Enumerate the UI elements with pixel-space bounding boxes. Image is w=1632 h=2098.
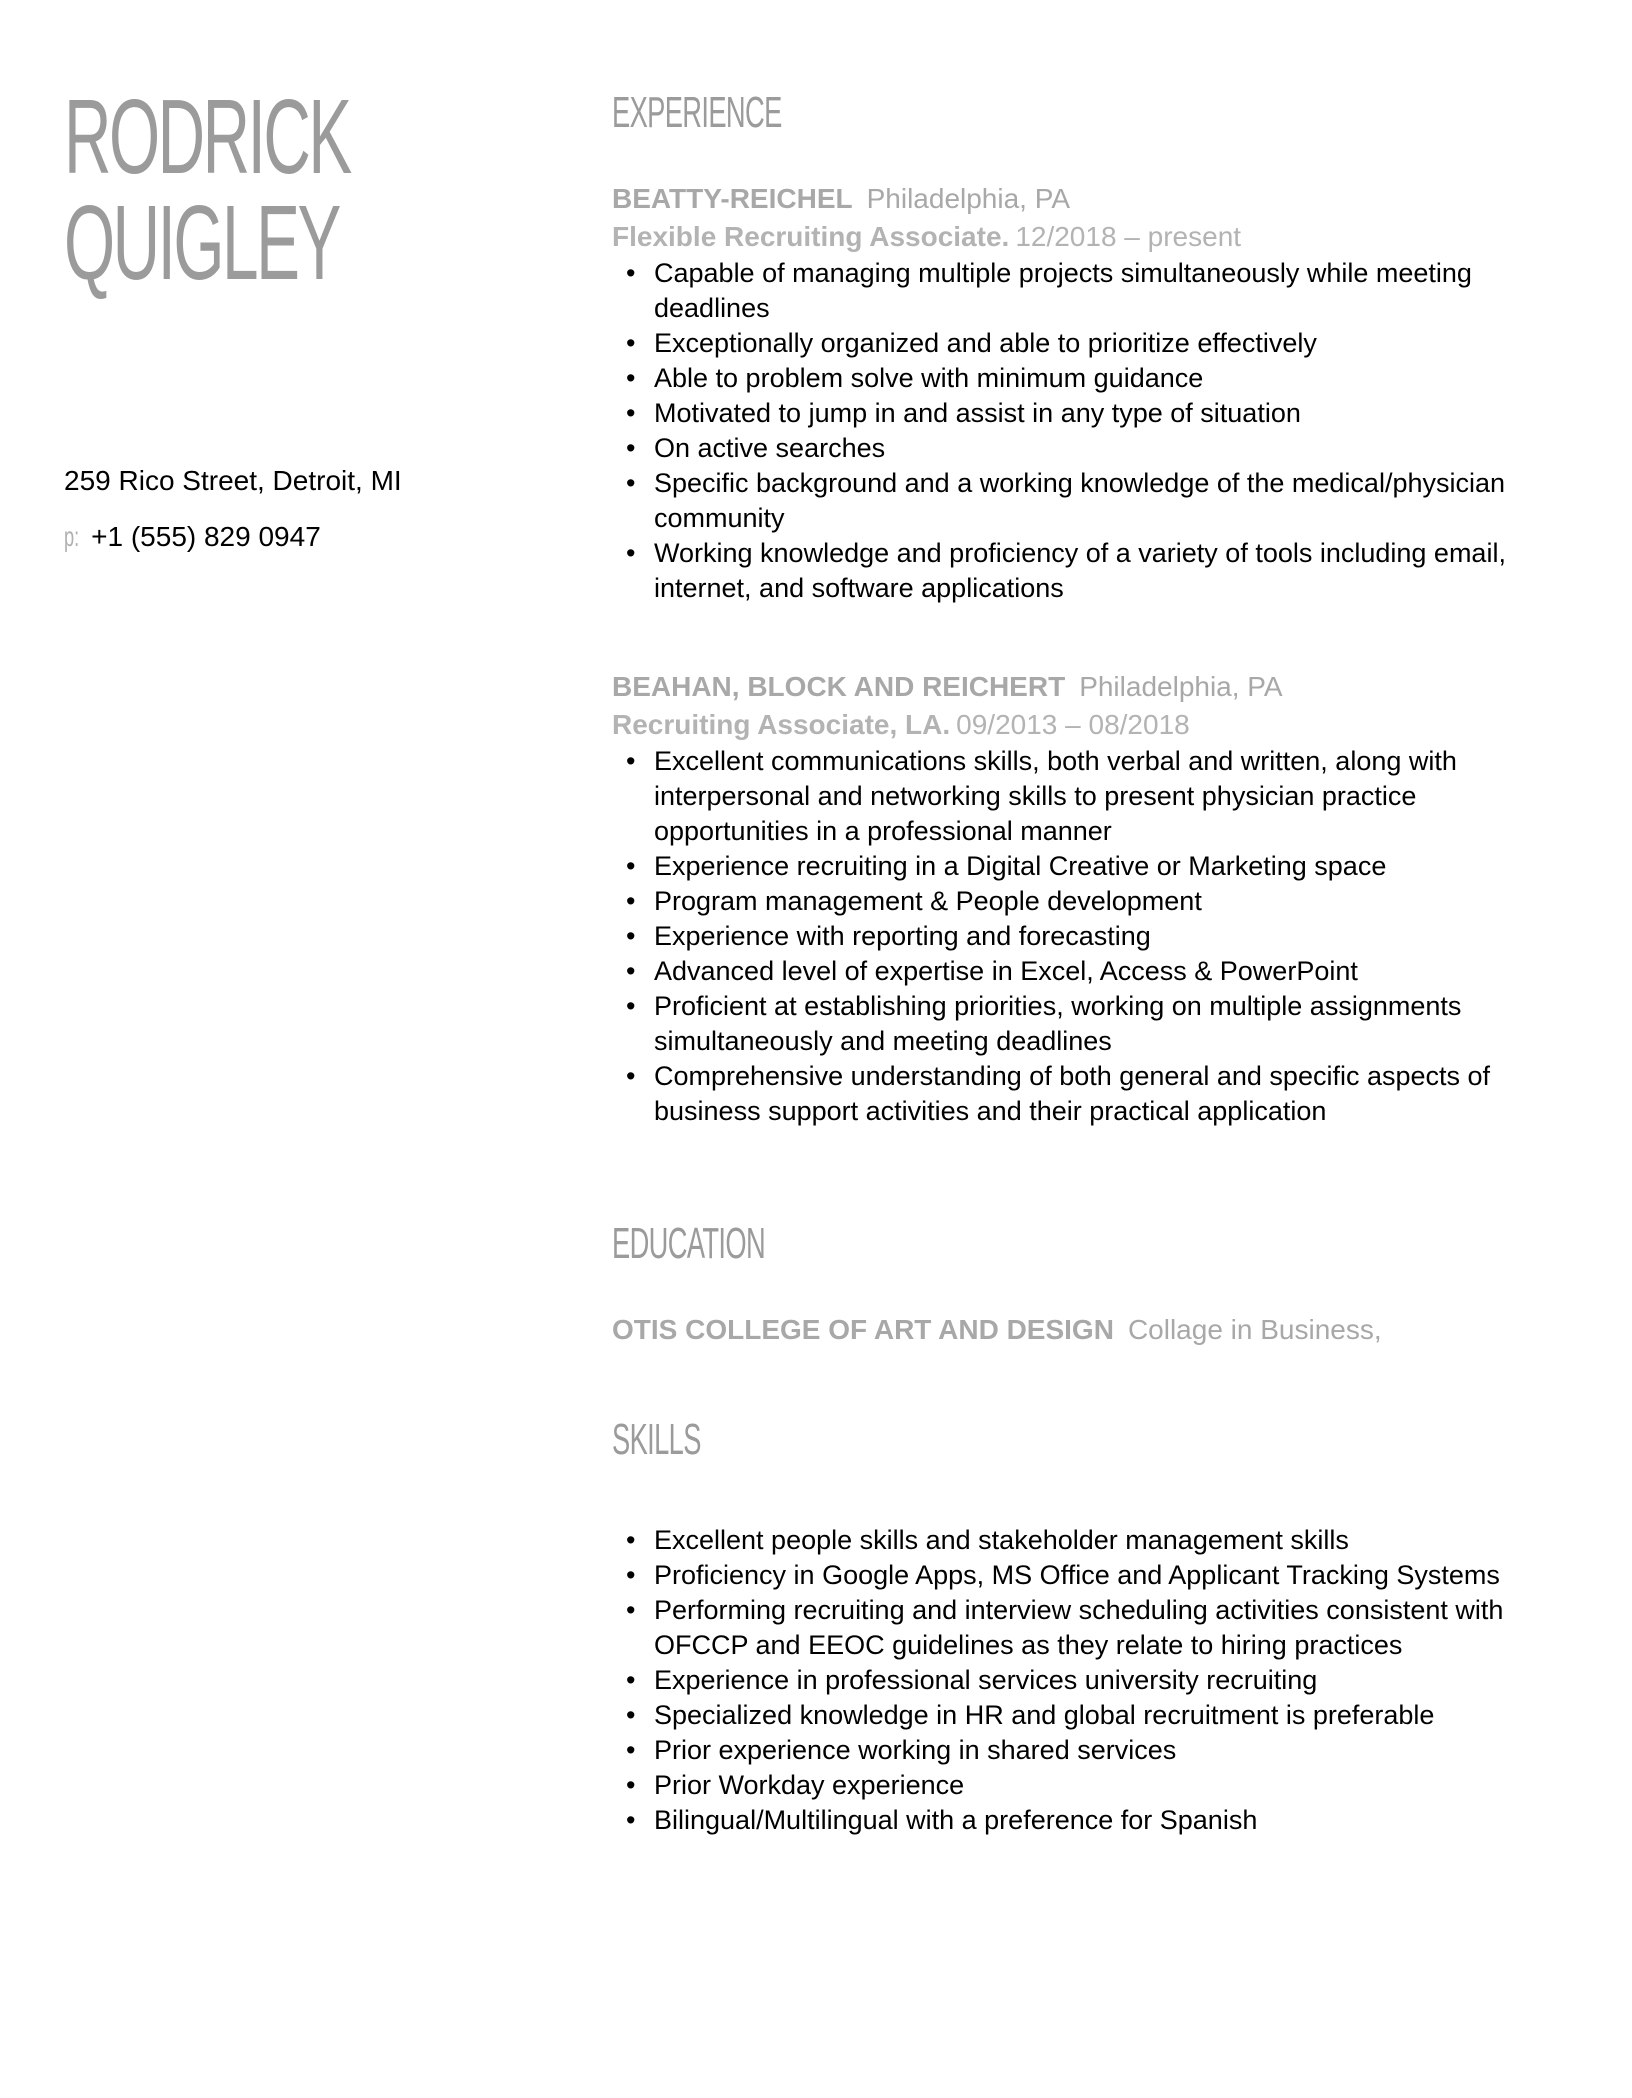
left-column [64,78,544,552]
job-company: BEATTY-REICHEL [612,183,853,214]
list-item: • Exceptionally organized and able to prioritize effectively [612,326,1566,361]
job-role [612,706,1572,744]
phone-number: +1 (555) 829 0947 [91,521,321,552]
address: 259 Rico Street, Detroit, MI [64,465,402,496]
list-item: • Experience in professional services university recruiting [612,1663,1566,1698]
education-section [612,1219,1572,1349]
job-entry [612,180,1572,606]
degree: Collage in Business, [1127,1314,1382,1345]
list-item: • Excellent communications skills, both verbal and written, along with interpersonal and networking skills to present physician practice opportunities in a professional manner [612,744,1566,849]
list-item: • Working knowledge and proficiency of a variety of tools including email, internet, and software applications [612,536,1566,606]
list-item: • Performing recruiting and interview scheduling activities consistent with OFCCP and EEOC guidelines as they relate to hiring practices [612,1593,1566,1663]
job-location: Philadelphia, PA [866,183,1071,214]
job-dates: 12/2018 – present [1015,221,1242,252]
phone-label: p: [64,521,80,552]
job-entry [612,668,1572,1129]
last-name: QUIGLEY [64,184,339,302]
job-title: Flexible Recruiting Associate. [612,221,1010,252]
job-header [612,668,1572,706]
list-item: • On active searches [612,431,1566,466]
list-item: • Comprehensive understanding of both general and specific aspects of business support activities and their practical application [612,1059,1566,1129]
list-item: • Proficiency in Google Apps, MS Office and Applicant Tracking Systems [612,1558,1566,1593]
list-item: • Experience with reporting and forecasting [612,919,1566,954]
phone-line [64,520,321,554]
list-item: • Specialized knowledge in HR and global recruitment is preferable [612,1698,1566,1733]
education-heading: EDUCATION [612,1219,766,1268]
list-item: • Proficient at establishing priorities, working on multiple assignments simultaneously and meeting deadlines [612,989,1566,1059]
job-bullets [612,744,1572,1129]
job-location: Philadelphia, PA [1079,671,1283,702]
school-name: OTIS COLLEGE OF ART AND DESIGN [612,1314,1114,1345]
list-item: • Advanced level of expertise in Excel, Access & PowerPoint [612,954,1566,989]
experience-section [612,88,1572,1129]
skills-list [612,1523,1572,1838]
job-bullets [612,256,1572,606]
education-entry [612,1311,1572,1349]
job-dates: 09/2013 – 08/2018 [956,709,1190,740]
list-item: • Experience recruiting in a Digital Creative or Marketing space [612,849,1566,884]
skills-heading: SKILLS [612,1415,701,1464]
list-item: • Bilingual/Multilingual with a preference for Spanish [612,1803,1566,1838]
list-item: • Able to problem solve with minimum guidance [612,361,1566,396]
job-role [612,218,1572,256]
skills-section [612,1415,1572,1838]
right-column [612,88,1572,1838]
list-item: • Program management & People development [612,884,1566,919]
list-item: • Specific background and a working knowledge of the medical/physician community [612,466,1566,536]
job-header [612,180,1572,218]
job-company: BEAHAN, BLOCK AND REICHERT [612,671,1066,702]
list-item: • Motivated to jump in and assist in any type of situation [612,396,1566,431]
first-name: RODRICK [64,78,350,196]
candidate-name [64,78,362,302]
list-item: • Capable of managing multiple projects simultaneously while meeting deadlines [612,256,1566,326]
list-item: • Prior Workday experience [612,1768,1566,1803]
list-item: • Prior experience working in shared services [612,1733,1566,1768]
list-item: • Excellent people skills and stakeholder management skills [612,1523,1566,1558]
experience-heading: EXPERIENCE [612,88,782,137]
job-title: Recruiting Associate, LA. [612,709,951,740]
